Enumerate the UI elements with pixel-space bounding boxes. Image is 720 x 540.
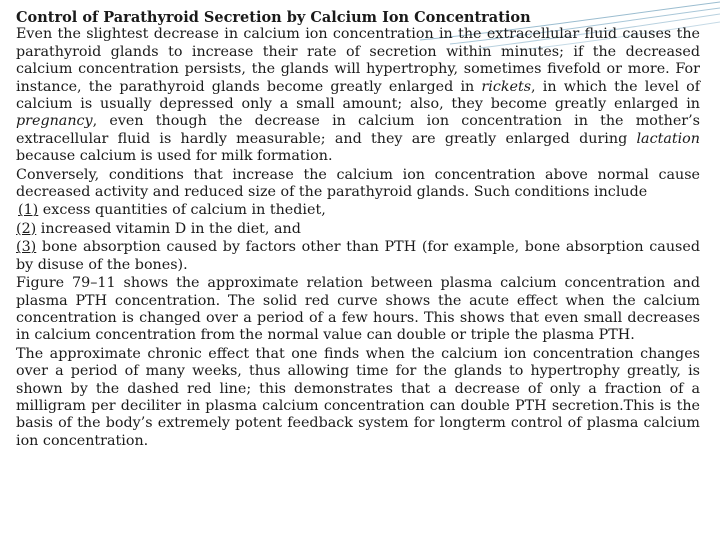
slide-title: Control of Parathyroid Secretion by Calcium Ion Concentration	[16, 9, 531, 26]
paragraph-secretion-increase	[16, 26, 700, 165]
para1-text-3: , even though the decrease in calcium ion concentration in the mother’s extracellular fluid is hardly measurable; and they are greatly enlarged during	[16, 113, 700, 147]
list-number-3: (3)	[16, 239, 37, 256]
para1-text-1: Even the slightest decrease in calcium ion concentration in the extracellular fluid causes the parathyroid glands to increase their rate of secretion within minutes; if the decreased calcium concentration persists, the glands will hypertrophy, sometimes fivefold or more. For instance, the parathyroid glands become greatly enlarged in	[16, 26, 700, 95]
para1-text-4: because calcium is used for milk formation.	[16, 148, 333, 165]
list-text-2: increased vitamin D in the diet, and	[36, 220, 301, 237]
list-item-3	[16, 239, 700, 274]
paragraph-chronic-effect: The approximate chronic effect that one finds when the calcium ion concentration changes over a period of many weeks, thus allowing time for the glands to hypertrophy greatly, is shown by the dashed red line; this demonstrates that a decrease of only a fraction of a milligram per deciliter in plasma calcium concentration can double PTH secretion.This is the basis of the body’s extremely potent feedback system for longterm control of plasma calcium ion concentration.	[16, 345, 700, 449]
list-item-1	[16, 202, 700, 219]
list-item-2	[16, 221, 700, 238]
italic-term-pregnancy: pregnancy	[16, 113, 93, 130]
paragraph-conversely: Conversely, conditions that increase the calcium ion concentration above normal cause decreased activity and reduced size of the parathyroid glands. Such conditions include	[16, 166, 700, 201]
italic-term-rickets: rickets	[481, 78, 532, 95]
para1-text-2: , in which the level of calcium is usually depressed only a small amount; also, they become greatly enlarged in	[16, 78, 700, 113]
list-text-3: bone absorption caused by factors other than PTH (for example, bone absorption caused by disuse of the bones).	[16, 239, 700, 273]
paragraph-figure-description: Figure 79–11 shows the approximate relation between plasma calcium concentration and plasma PTH concentration. The solid red curve shows the acute effect when the calcium concentration is changed over a period of a few hours. This shows that even small decreases in calcium concentration from the normal value can double or triple the plasma PTH.	[16, 275, 700, 344]
slide-content	[16, 9, 700, 450]
list-number-2: (2)	[16, 220, 37, 237]
list-text-1: excess quantities of calcium in thediet,	[38, 202, 326, 219]
italic-term-lactation: lactation	[636, 130, 700, 147]
list-number-1: (1)	[18, 202, 39, 219]
